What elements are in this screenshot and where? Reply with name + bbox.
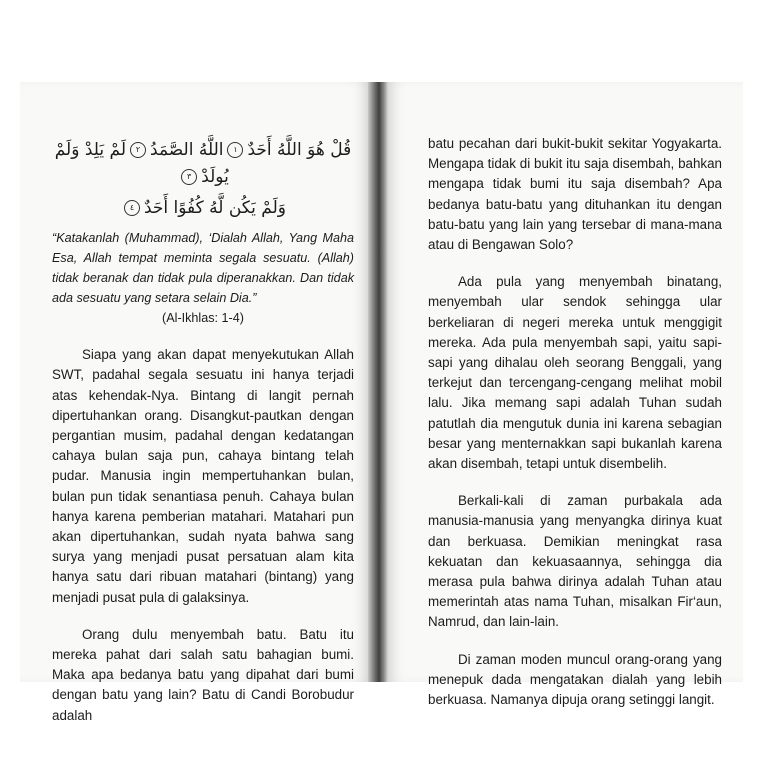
right-paragraph-3: Berkali-kali di zaman purbakala ada manusia-manusia yang menyangka dirinya kuat dan berkuasa. Demikian meningkat rasa kekuatan dan kekuasaannya, sehingga dia merasa pula bahwa dirinya adalah Tuhan atau memerintah atas nama Tuhan, misalkan Fir‘aun, Namrud, dan lain-lain. [428,493,722,630]
ayah-number-4: ٤ [124,200,140,216]
book-gutter [368,82,388,682]
right-paragraph-1: batu pecahan dari bukit-bukit sekitar Yogyakarta. Mengapa tidak di bukit itu saja disembah, bahkan mengapa tidak bumi itu saja disembah? Apa bedanya batu-batu yang dituhankan itu dengan batu-batu yang lain yang tersebar di mana-mana atau di Bengawan Solo? [428,136,722,253]
ayah-number-1: ١ [227,142,243,158]
arabic-verse-2: اللَّهُ الصَّمَدُ [150,140,224,160]
left-paragraph-2: Orang dulu menyembah batu. Batu itu mereka pahat dari salah satu bahagian bumi. Maka apa bedanya batu yang dipahat dari bumi dengan batu yang lain? Batu di Candi Borobudur adalah [52,626,354,723]
arabic-verse-line-1 [52,137,354,191]
right-page-text [428,134,722,710]
arabic-verse-3: لَمْ يَلِدْ وَلَمْ يُولَدْ [54,140,229,187]
verse-translation: “Katakanlah (Muhammad), ‘Dialah Allah, Yang Maha Esa, Allah tempat meminta segala sesuatu. (Allah) tidak beranak dan tidak pula diperanakkan. Dan tidak ada sesuatu yang setara selain Dia.” [52,231,354,305]
arabic-verse-line-2 [52,195,354,222]
left-page-text [52,137,354,726]
arabic-verse-4: وَلَمْ يَكُن لَّهُ كُفُوًا أَحَدٌ [143,198,287,218]
ayah-number-2: ٢ [130,142,146,158]
right-paragraph-2: Ada pula yang menyembah binatang, menyembah ular sendok sehingga ular berkeliaran di negeri mereka untuk menggigit mereka. Ada pula menyembah sapi, yaitu sapi-sapi yang dihalau oleh seorang Benggali, yang terkejut dan tercengang-cengang melihat mobil lalu. Jika memang sapi adalah Tuhan sudah patutlah dia mengutuk dunia ini karena sebagian besar yang menternakkan sapi bukanlah karena akan disembah, tetapi untuk disembelih. [428,274,722,472]
right-paragraph-4: Di zaman moden muncul orang-orang yang menepuk dada mengatakan dialah yang lebih berkuasa. Namanya dipuja orang setinggi langit. [428,651,722,708]
arabic-verse-1: قُلْ هُوَ اللَّهُ أَحَدٌ [247,140,352,160]
ayah-number-3: ٣ [181,169,197,185]
verse-citation: (Al-Ikhlas: 1-4) [162,311,244,325]
left-paragraph-1: Siapa yang akan dapat menyekutukan Allah SWT, padahal segala sesuatu ini hanya terjadi atas kehendak-Nya. Bintang di langit pernah dipertuhankan orang. Disangkut-pautkan dengan pergantian musim, padahal dengan kedatangan cahaya bulan saja pun, cahaya bintang telah pudar. Manusia ingin mempertuhankan bulan, bulan pun tidak senantiasa penuh. Cahaya bulan hanya karena pemberian matahari. Matahari pun akan dipertuhankan, sudah nyata bahwa sang surya yang menjadi pusat persatuan alam kita hanya satu dari ribuan matahari (bintang) yang menjadi pusat pula di galaksinya. [52,347,354,605]
